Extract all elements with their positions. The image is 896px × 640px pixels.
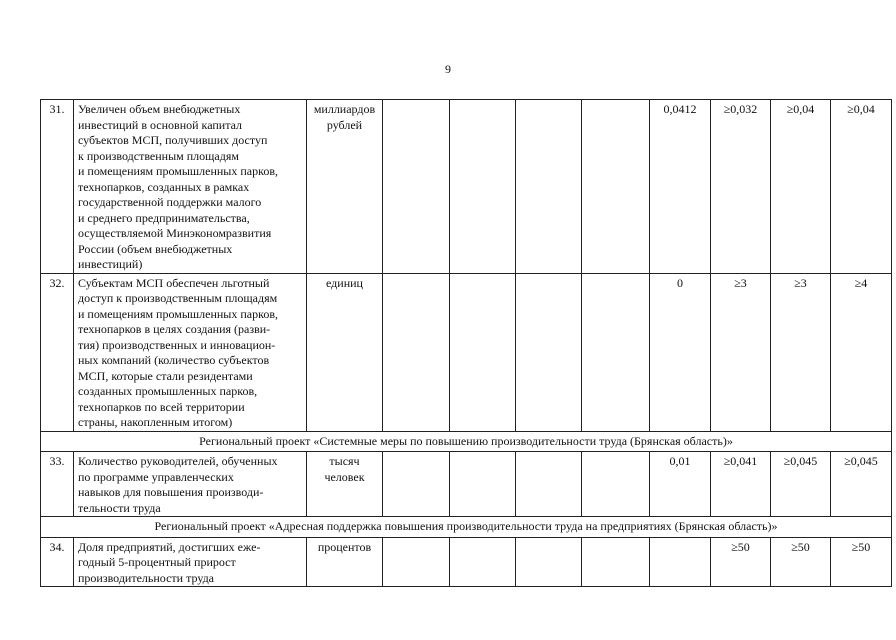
indicator-number: 32. [41, 273, 74, 431]
target-value: ≥0,045 [771, 452, 831, 517]
empty-cell [582, 452, 650, 517]
indicator-name-line: и помещениям промышленных парков, [78, 306, 279, 321]
target-value: ≥0,04 [831, 100, 892, 274]
table-row [41, 273, 892, 431]
unit-line: единиц [326, 275, 363, 290]
unit-of-measure [307, 537, 383, 587]
indicator-name-line: технопарков, созданных в рамках [78, 179, 250, 194]
target-value: ≥0,032 [711, 100, 771, 274]
indicator-name [74, 100, 307, 274]
table-row [41, 537, 892, 587]
indicator-name-line: государственной поддержки малого [78, 195, 262, 209]
empty-cell [450, 273, 516, 431]
indicator-name-line: субъектов МСП, получивших доступ [78, 133, 268, 147]
indicator-name-line: Увеличен объем внебюджетных [78, 102, 241, 116]
indicator-name-line: тия) производственных и инновацион- [78, 337, 276, 352]
indicator-name-line: инвестиций) [78, 257, 143, 271]
indicator-name-line: тельности труда [78, 500, 161, 515]
empty-cell [582, 273, 650, 431]
base-value: 0 [650, 273, 711, 431]
target-value: ≥50 [711, 537, 771, 587]
unit-of-measure [307, 100, 383, 274]
indicator-name-line: и среднего предпринимательства, [78, 210, 250, 225]
indicator-name-line: Количество руководителей, обученных [78, 454, 278, 468]
unit-of-measure [307, 273, 383, 431]
indicator-number: 31. [41, 100, 74, 274]
empty-cell [516, 452, 582, 517]
empty-cell [516, 273, 582, 431]
empty-cell [516, 537, 582, 587]
base-value [650, 537, 711, 587]
indicator-name [74, 273, 307, 431]
indicator-name-line: навыков для повышения производи- [78, 485, 264, 499]
indicator-name-line: Субъектам МСП обеспечен льготный [78, 275, 270, 290]
target-value: ≥3 [771, 273, 831, 431]
indicator-name-line: доступ к производственным площадям [78, 291, 278, 305]
table-row [41, 452, 892, 517]
project-row [41, 517, 892, 538]
indicator-name-line: МСП, которые стали резидентами [78, 368, 253, 383]
indicator-number: 33. [41, 452, 74, 517]
empty-cell [450, 452, 516, 517]
indicators-table [40, 99, 892, 587]
empty-cell [450, 537, 516, 587]
indicator-name-line: Доля предприятий, достигших еже- [78, 539, 261, 554]
indicator-name-line: ных компаний (количество субъектов [78, 353, 270, 367]
target-value: ≥0,04 [771, 100, 831, 274]
indicator-name-line: к производственным площадям [78, 148, 239, 163]
empty-cell [383, 537, 450, 587]
empty-cell [582, 100, 650, 274]
target-value: ≥4 [831, 273, 892, 431]
empty-cell [383, 100, 450, 274]
unit-line: человек [324, 469, 365, 484]
target-value: ≥3 [711, 273, 771, 431]
indicator-name [74, 452, 307, 517]
unit-line: миллиардов [313, 102, 376, 116]
project-title: Региональный проект «Системные меры по повышению производительности труда (Брянская область)» [41, 431, 892, 452]
table-row [41, 100, 892, 274]
unit-line: рублей [326, 117, 363, 132]
project-row [41, 431, 892, 452]
empty-cell [383, 452, 450, 517]
indicator-name-line: технопарков в целях создания (разви- [78, 322, 271, 336]
unit-of-measure [307, 452, 383, 517]
indicator-name-line: по программе управленческих [78, 469, 234, 484]
empty-cell [582, 537, 650, 587]
target-value: ≥50 [831, 537, 892, 587]
target-value: ≥0,041 [711, 452, 771, 517]
page-number: 9 [445, 62, 451, 76]
target-value: ≥50 [771, 537, 831, 587]
project-title: Региональный проект «Адресная поддержка повышения производительности труда на предприятиях (Брянская область)» [41, 517, 892, 538]
base-value: 0,0412 [650, 100, 711, 274]
indicator-name-line: созданных промышленных парков, [78, 384, 258, 398]
indicator-name [74, 537, 307, 587]
base-value: 0,01 [650, 452, 711, 517]
indicator-name-line: технопарков по всей территории [78, 399, 245, 414]
empty-cell [516, 100, 582, 274]
indicator-number: 34. [41, 537, 74, 587]
indicator-name-line: инвестиций в основной капитал [78, 117, 243, 132]
empty-cell [383, 273, 450, 431]
unit-line: тысяч [329, 454, 360, 468]
table-body [41, 100, 892, 587]
target-value: ≥0,045 [831, 452, 892, 517]
empty-cell [450, 100, 516, 274]
indicator-name-line: годный 5-процентный прирост [78, 555, 236, 569]
indicator-name-line: и помещениям промышленных парков, [78, 164, 279, 178]
unit-line: процентов [317, 539, 372, 554]
indicator-name-line: страны, накопленным итогом) [78, 415, 233, 429]
indicator-name-line: осуществляемой Минэкономразвития [78, 226, 272, 240]
indicator-name-line: России (объем внебюджетных [78, 241, 233, 256]
indicator-name-line: производительности труда [78, 570, 215, 585]
